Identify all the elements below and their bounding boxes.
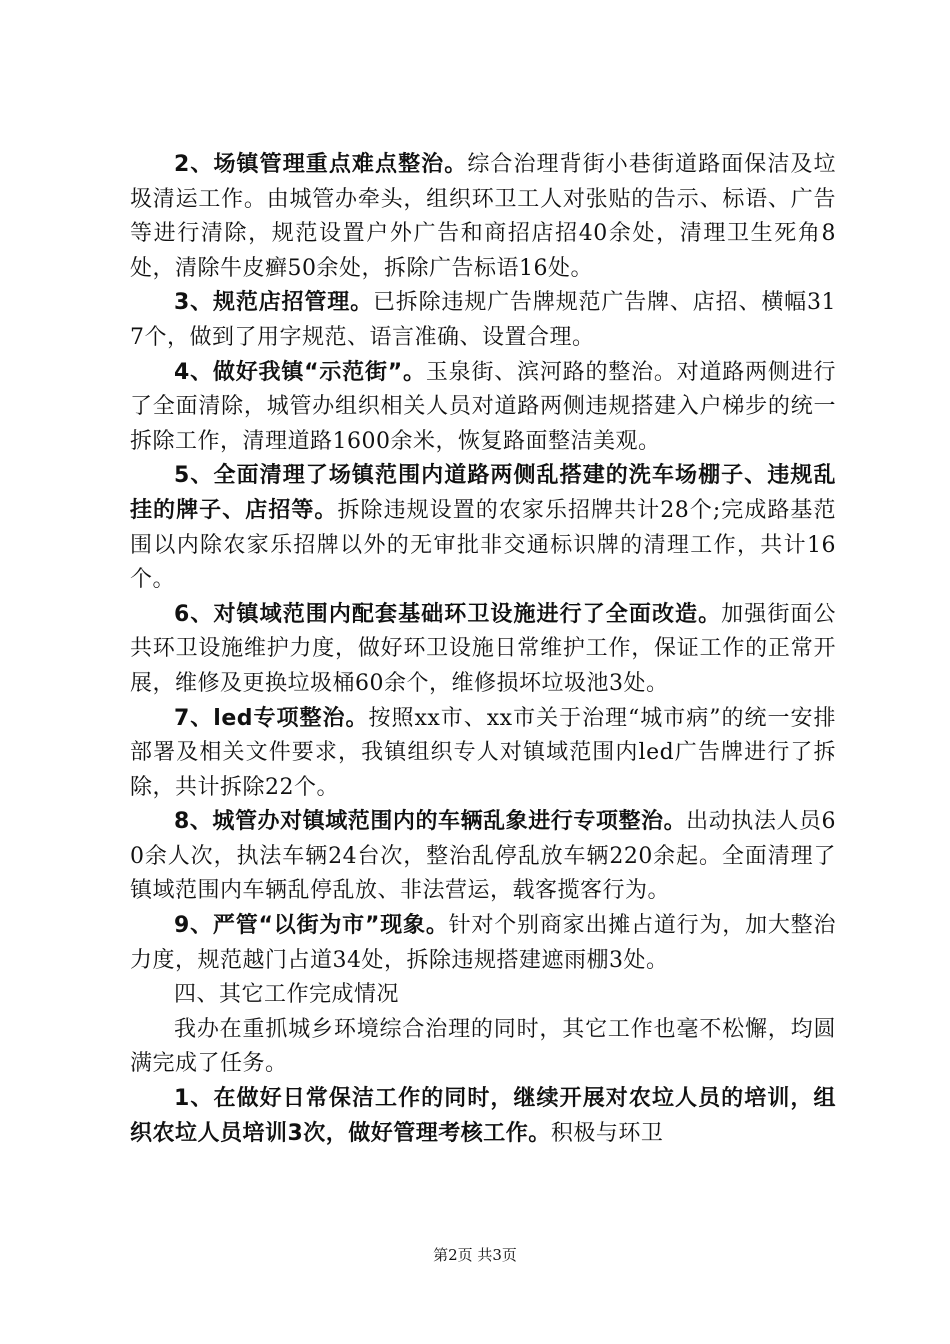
paragraph-lead: 8、城管办对镇域范围内的车辆乱象进行专项整治。	[174, 809, 687, 835]
paragraph-lead: 5、全面清理了场镇范围内道路两侧乱搭建的洗车场棚子、违规乱挂的牌子、店招等。	[130, 463, 836, 523]
paragraph-body: 积极与环卫	[550, 1120, 664, 1146]
paragraph-item-3	[130, 286, 836, 355]
page-footer: 第2页 共3页	[433, 1246, 517, 1264]
paragraph-body: 出动执法人员60余人次，执法车辆24台次，整治乱停乱放车辆220余起。全面清理了镇域范围内车辆乱停乱放、非法营运，载客揽客行为。	[130, 809, 837, 904]
paragraph-item-4	[130, 356, 836, 460]
paragraph-item-9	[130, 909, 836, 978]
paragraph-item-final	[130, 1082, 836, 1151]
paragraph-item-6	[130, 598, 836, 702]
paragraph-lead: 1、在做好日常保洁工作的同时，继续开展对农垃人员的培训，组织农垃人员培训3次，做好管理考核工作。	[130, 1086, 836, 1146]
paragraph-item-7	[130, 702, 836, 806]
paragraph-item-2	[130, 148, 836, 286]
paragraph-item-5	[130, 459, 836, 597]
section-intro: 我办在重抓城乡环境综合治理的同时，其它工作也毫不松懈，均圆满完成了任务。	[130, 1016, 836, 1077]
section-heading: 四、其它工作完成情况	[174, 982, 400, 1008]
paragraph-item-8	[130, 805, 836, 909]
paragraph-lead: 2、场镇管理重点难点整治。	[174, 152, 468, 177]
paragraph-lead: 6、对镇域范围内配套基础环卫设施进行了全面改造。	[174, 601, 722, 627]
paragraph-body: 针对个别商家出摊占道行为，加大整治力度，规范越门占道34处，拆除违规搭建遮雨棚3处。	[130, 913, 836, 973]
paragraph-body: 已拆除违规广告牌规范广告牌、店招、横幅317个，做到了用字规范、语言准确、设置合理。	[130, 290, 837, 350]
paragraph-body: 玉泉街、滨河路的整治。对道路两侧进行了全面清除，城管办组织相关人员对道路两侧违规搭建入户梯步的统一拆除工作，清理道路1600余米，恢复路面整洁美观。	[130, 359, 836, 454]
document-body	[130, 148, 836, 1151]
paragraph-body: 按照xx市、xx市关于治理“城市病”的统一安排部署及相关文件要求，我镇组织专人对镇域范围内led广告牌进行了拆除，共计拆除22个。	[130, 705, 836, 800]
paragraph-lead: 9、严管“以街为市”现象。	[174, 913, 449, 939]
paragraph-lead: 7、led专项整治。	[174, 705, 369, 731]
paragraph-body: 拆除违规设置的农家乐招牌共计28个;完成路基范围以内除农家乐招牌以外的无审批非交通标识牌的清理工作，共计16个。	[130, 497, 836, 593]
paragraph-lead: 4、做好我镇“示范街”。	[174, 359, 426, 385]
paragraph-lead: 3、规范店招管理。	[174, 290, 373, 316]
paragraph-body: 综合治理背街小巷街道路面保洁及垃圾清运工作。由城管办牵头，组织环卫工人对张贴的告示、标语、广告等进行清除，规范设置户外广告和商招店招40余处，清理卫生死角8处，清除牛皮癣50余处，拆除广告标语16处。	[130, 152, 836, 281]
paragraph-body: 加强街面公共环卫设施维护力度，做好环卫设施日常维护工作，保证工作的正常开展，维修及更换垃圾桶60余个，维修损坏垃圾池3处。	[130, 601, 836, 696]
